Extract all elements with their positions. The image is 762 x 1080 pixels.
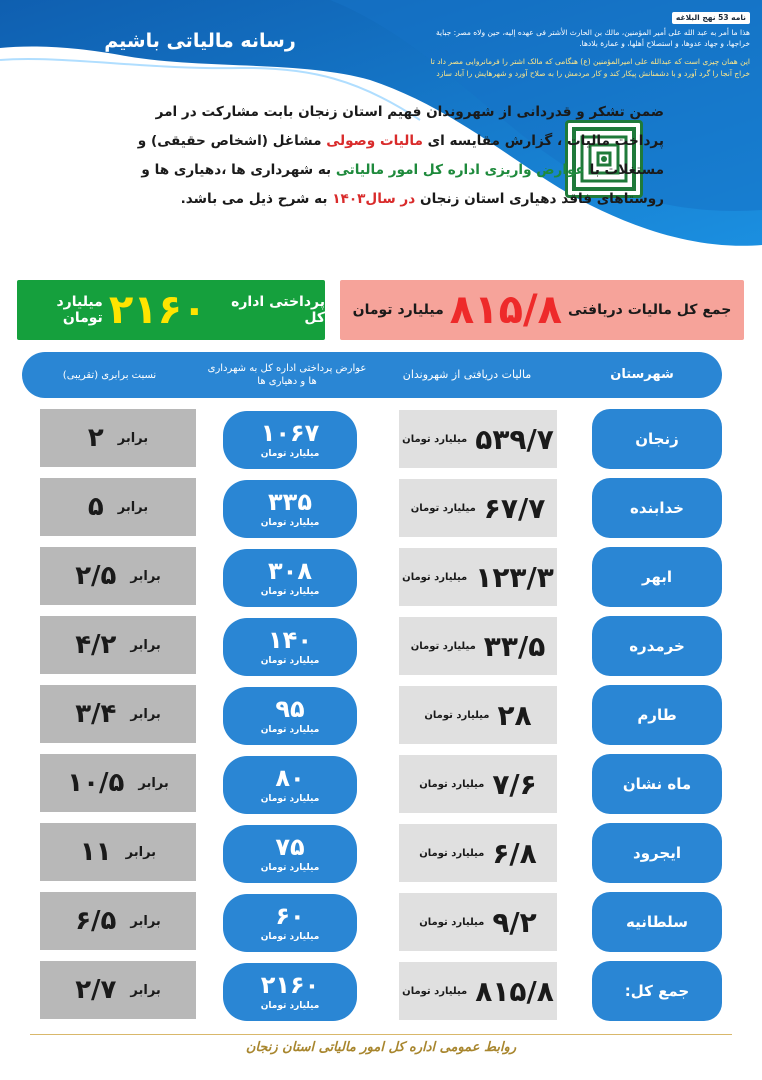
quote-box: [420, 12, 750, 79]
payment-value: ۱۴۰: [268, 626, 312, 654]
ratio-value: ۶/۵: [75, 906, 117, 936]
payment-unit: میلیارد تومان: [260, 932, 320, 942]
table-row-total: [0, 961, 762, 1025]
payment-cell: [223, 687, 357, 745]
county-cell: ماه نشان: [592, 754, 722, 814]
payment-cell: [223, 825, 357, 883]
intro-highlight-year: در سال۱۴۰۳: [332, 191, 416, 207]
tax-cell: [399, 686, 557, 744]
ratio-value: ۳/۴: [75, 699, 117, 729]
ratio-cell: [40, 547, 196, 605]
header-ratio: نسبت برابری (تقریبی): [62, 369, 157, 381]
summary-paid: [17, 280, 325, 340]
table-row: [0, 616, 762, 680]
tax-cell: [399, 824, 557, 882]
table-row: [0, 823, 762, 887]
tax-unit: میلیارد تومان: [424, 709, 490, 721]
quote-persian: این همان چیزی است که عبدالله علی امیرالمؤمنین (ع) هنگامی که مالک اشتر را فرمانروایی مصر داد تا خراج آنجا را گرد آورد و با دشمنانش پیکار کند و کار مردمش را به صلاح آورد و شهرهایش را آباد سازد: [430, 56, 750, 78]
intro-text-4: به شرح ذیل می باشد.: [180, 191, 328, 207]
table-row: [0, 685, 762, 749]
county-cell: خدابنده: [592, 478, 722, 538]
ratio-unit: برابر: [117, 499, 149, 515]
ratio-value: ۲/۷: [75, 975, 117, 1005]
tax-unit: میلیارد تومان: [419, 916, 485, 928]
ratio-cell: [40, 961, 196, 1019]
table-row: [0, 478, 762, 542]
tax-cell: [399, 410, 557, 468]
summary-paid-label: پرداختی اداره کل: [231, 294, 325, 326]
county-cell: زنجان: [592, 409, 722, 469]
table-row: [0, 892, 762, 956]
tax-cell: [399, 962, 557, 1020]
tax-unit: میلیارد تومان: [402, 433, 468, 445]
header-tax: مالیات دریافتی از شهروندان: [402, 367, 532, 381]
payment-value: ۳۰۸: [268, 557, 312, 585]
payment-cell: [223, 963, 357, 1021]
intro-highlight-fees: عوارض واریزی اداره کل امور مالیاتی: [335, 162, 585, 178]
intro-text-3: به شهرداری ها ،دهیاری ها و روستاهای فاقد دهیاری استان زنجان: [141, 162, 664, 207]
payment-value: ۸۰: [275, 764, 305, 792]
ratio-unit: برابر: [138, 775, 169, 791]
county-cell: ابهر: [592, 547, 722, 607]
ratio-value: ۵: [87, 492, 104, 522]
ratio-value: ۱۱: [79, 837, 112, 867]
tax-cell: [399, 617, 557, 675]
ratio-cell: [40, 478, 196, 536]
payment-unit: میلیارد تومان: [260, 1001, 320, 1011]
footer-text: روابط عمومی اداره کل امور مالیاتی استان زنجان: [245, 1040, 517, 1055]
tax-unit: میلیارد تومان: [419, 847, 485, 859]
summary-total-unit: میلیارد تومان: [352, 302, 444, 318]
tax-value: ۷/۶: [492, 767, 537, 801]
tax-value: ۵۳۹/۷: [475, 422, 554, 456]
summary-paid-unit: میلیارد تومان: [56, 294, 103, 326]
payment-cell: [223, 480, 357, 538]
tax-unit: میلیارد تومان: [402, 985, 468, 997]
table-row: [0, 409, 762, 473]
header-payment: عوارض پرداختی اداره کل به شهرداری ها و دهیاری ها: [207, 363, 367, 387]
ratio-value: ۴/۲: [75, 630, 117, 660]
payment-unit: میلیارد تومان: [260, 725, 320, 735]
payment-unit: میلیارد تومان: [260, 656, 320, 666]
table-header: [22, 352, 722, 398]
ratio-unit: برابر: [130, 568, 161, 584]
payment-value: ۳۳۵: [268, 488, 312, 516]
county-cell: سلطانیه: [592, 892, 722, 952]
table-row: [0, 547, 762, 611]
ratio-value: ۱۰/۵: [67, 768, 125, 798]
tax-cell: [399, 548, 557, 606]
county-cell: ایجرود: [592, 823, 722, 883]
tax-value: ۱۲۳/۳: [475, 560, 554, 594]
ratio-unit: برابر: [130, 982, 161, 998]
tax-cell: [399, 755, 557, 813]
tax-cell: [399, 893, 557, 951]
tax-value: ۳۳/۵: [483, 629, 546, 663]
summary-total-label: جمع کل مالیات دریافتی: [568, 302, 732, 318]
ratio-value: ۲/۵: [75, 561, 117, 591]
intro-highlight-tax: مالیات وصولی: [326, 133, 423, 149]
tax-unit: میلیارد تومان: [402, 571, 468, 583]
county-cell: جمع کل:: [592, 961, 722, 1021]
quote-reference: نامه 53 نهج البلاغه: [672, 12, 750, 24]
footer-divider: [30, 1034, 732, 1035]
tax-unit: میلیارد تومان: [410, 640, 476, 652]
table-row: [0, 754, 762, 818]
ratio-value: ۲: [87, 423, 104, 453]
tax-value: ۶۷/۷: [483, 491, 546, 525]
tax-unit: میلیارد تومان: [410, 502, 476, 514]
payment-unit: میلیارد تومان: [260, 794, 320, 804]
tax-value: ۸۱۵/۸: [475, 974, 554, 1008]
tax-value: ۹/۲: [492, 905, 537, 939]
payment-unit: میلیارد تومان: [260, 587, 320, 597]
quote-arabic: هذا ما أمر به عبد الله علی أمیر المؤمنین، مالك بن الحارث الأشتر فی عهده إلیه، حین ولاه مصر: جبایة خراجها، و جهاد عدوها، و استصلاح أهلها، و عمارة بلادها.: [436, 27, 750, 49]
ratio-cell: [40, 823, 196, 881]
ratio-unit: برابر: [117, 430, 149, 446]
brand-title: رسانه مالیاتی باشیم: [104, 30, 296, 52]
payment-value: ۶۰: [275, 902, 305, 930]
tax-value: ۲۸: [497, 698, 532, 732]
ratio-cell: [40, 409, 196, 467]
county-cell: خرمدره: [592, 616, 722, 676]
ratio-cell: [40, 685, 196, 743]
payment-cell: [223, 549, 357, 607]
payment-value: ۷۵: [275, 833, 305, 861]
payment-cell: [223, 618, 357, 676]
ratio-unit: برابر: [130, 706, 161, 722]
ratio-unit: برابر: [130, 637, 161, 653]
intro-text-2: مشاغل (اشخاص حقیقی) و مستغلات با: [137, 133, 664, 178]
ratio-cell: [40, 892, 196, 950]
payment-cell: [223, 411, 357, 469]
summary-total-tax: [340, 280, 744, 340]
payment-unit: میلیارد تومان: [260, 518, 320, 528]
payment-value: ۲۱۶۰: [260, 971, 320, 999]
payment-value: ۹۵: [275, 695, 305, 723]
payment-value: ۱۰۶۷: [260, 419, 320, 447]
payment-cell: [223, 756, 357, 814]
intro-paragraph: [104, 98, 664, 214]
payment-unit: میلیارد تومان: [260, 863, 320, 873]
county-cell: طارم: [592, 685, 722, 745]
payment-cell: [223, 894, 357, 952]
payment-unit: میلیارد تومان: [260, 449, 320, 459]
header-county: شهرستان: [610, 366, 674, 382]
summary-total-value: ۸۱۵/۸: [449, 287, 563, 333]
intro-text-1: ضمن تشکر و قدردانی از شهروندان فهیم استان زنجان بابت مشارکت در امر پرداخت مالیات ، گزارش مقایسه ای: [155, 104, 664, 149]
summary-paid-value: ۲۱۶۰: [108, 287, 207, 333]
ratio-unit: برابر: [125, 844, 157, 860]
tax-unit: میلیارد تومان: [419, 778, 485, 790]
tax-value: ۶/۸: [492, 836, 537, 870]
ratio-unit: برابر: [130, 913, 161, 929]
tax-cell: [399, 479, 557, 537]
ratio-cell: [40, 754, 196, 812]
ratio-cell: [40, 616, 196, 674]
